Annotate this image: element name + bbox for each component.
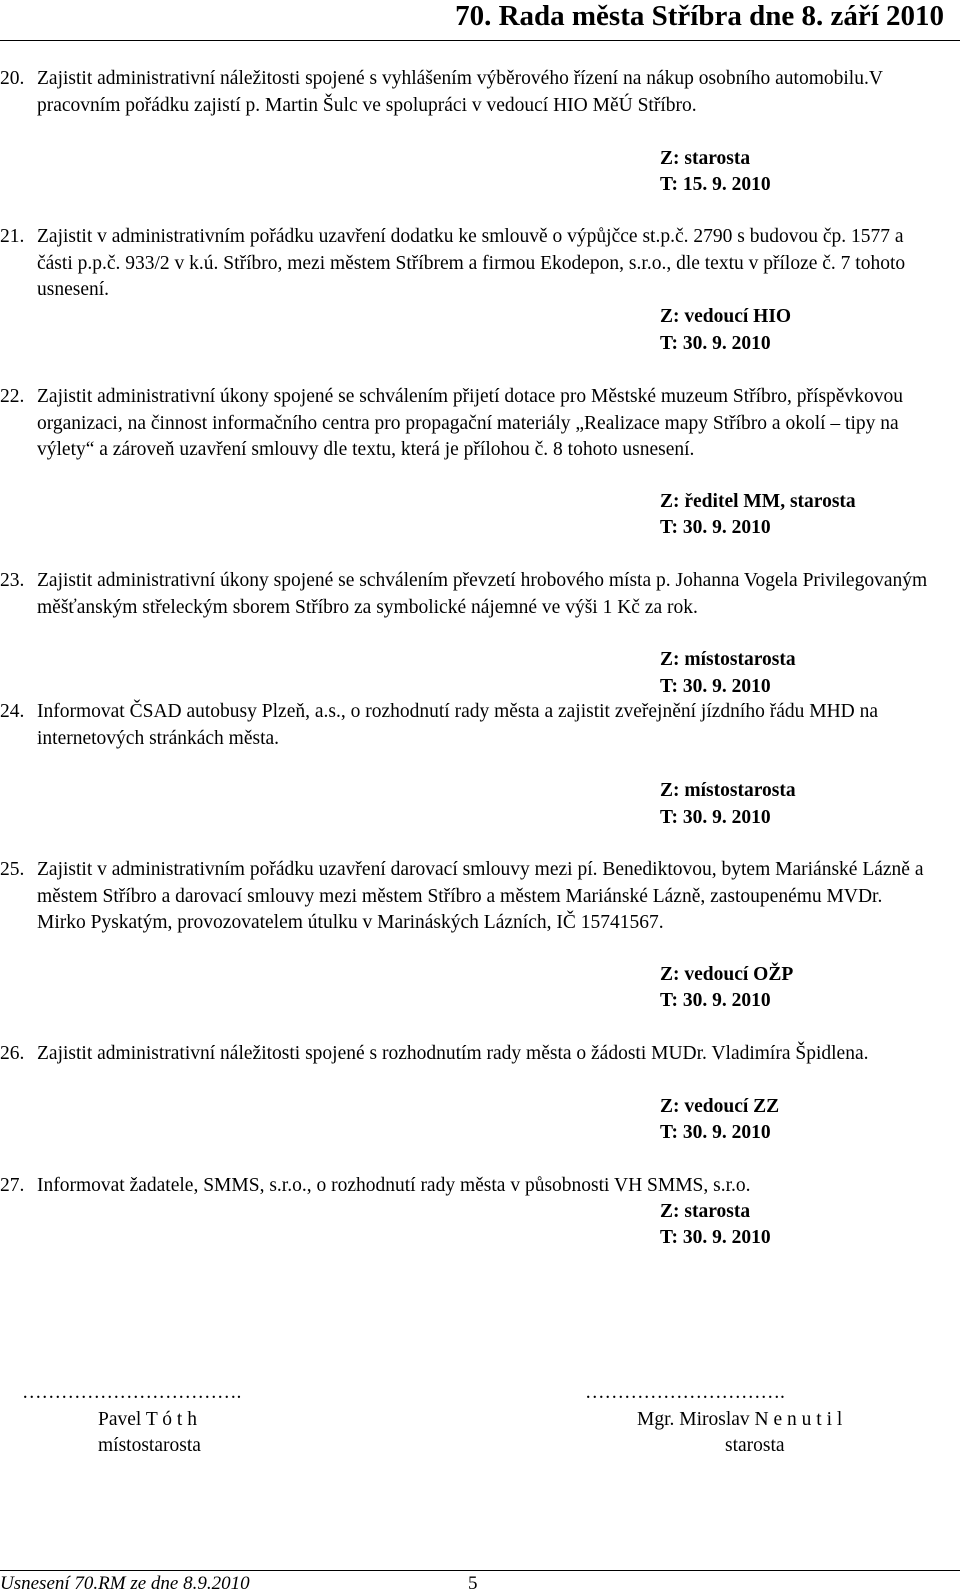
- item-text: Zajistit administrativní úkony spojené se schválením převzetí hrobového místa p. Johanna Vogela Privilegovaným měšťanským střeleckým sborem Stříbro za symbolické nájemné ve výši 1 Kč za rok.: [37, 570, 928, 618]
- footer-text: Usnesení 70.RM ze dne 8.9.2010: [0, 1573, 250, 1594]
- resolution-item-26: [0, 1041, 930, 1068]
- deadline: T: 15. 9. 2010: [660, 174, 771, 195]
- item-text: Informovat žadatele, SMMS, s.r.o., o rozhodnutí rady města v působnosti VH SMMS, s.r.o.: [37, 1175, 751, 1196]
- signature-block-right: [585, 1380, 842, 1460]
- page-header-title: 70. Rada města Stříbra dne 8. září 2010: [455, 0, 944, 32]
- signature-block-left: [22, 1380, 241, 1460]
- resolution-item-20: [0, 66, 930, 119]
- deadline: T: 30. 9. 2010: [660, 333, 771, 354]
- deadline: T: 30. 9. 2010: [660, 990, 771, 1011]
- responsible-person: Z: starosta: [660, 148, 751, 169]
- item-number: 22.: [0, 386, 25, 407]
- responsible-person: Z: vedoucí OŽP: [660, 964, 794, 985]
- signatory-role: místostarosta: [98, 1435, 201, 1456]
- item-number: 20.: [0, 68, 25, 89]
- resolution-item-21: [0, 224, 930, 304]
- deadline: T: 30. 9. 2010: [660, 517, 771, 538]
- item-text: Zajistit v administrativním pořádku uzavření dodatku ke smlouvě o výpůjčce st.p.č. 2790 s budovou čp. 1577 a části p.p.č. 933/2 v k.ú. Stříbro, mezi městem Stříbrem a firmou Ekodepon, s.r.o., dle textu v příloze č. 7 tohoto usnesení.: [37, 226, 906, 300]
- deadline: T: 30. 9. 2010: [660, 676, 771, 697]
- header-divider: [0, 40, 960, 41]
- responsible-person: Z: vedoucí ZZ: [660, 1096, 780, 1117]
- responsible-person: Z: ředitel MM, starosta: [660, 491, 856, 512]
- deadline: T: 30. 9. 2010: [660, 807, 771, 828]
- page-number: 5: [468, 1573, 478, 1594]
- item-number: 25.: [0, 859, 25, 880]
- item-text: Zajistit v administrativním pořádku uzavření darovací smlouvy mezi pí. Benediktovou, bytem Mariánské Lázně a městem Stříbro a darovací smlouvy mezi městem Stříbro a městem Mariánské Lázně, zastoupenému MVDr. Mirko Pyskatým, provozovatelem útulku v Marináských Lázních, IČ 15741567.: [37, 859, 924, 933]
- responsible-person: Z: místostarosta: [660, 780, 796, 801]
- signature-line: …………………………….: [22, 1382, 242, 1403]
- item-number: 23.: [0, 570, 25, 591]
- resolution-item-25: [0, 857, 930, 937]
- signatory-role: starosta: [725, 1435, 785, 1456]
- signatory-name: Mgr. Miroslav N e n u t i l: [637, 1408, 843, 1430]
- footer-divider: [0, 1570, 960, 1571]
- deadline: T: 30. 9. 2010: [660, 1227, 771, 1248]
- responsible-person: Z: starosta: [660, 1201, 751, 1222]
- signature-line: ………………………….: [585, 1382, 785, 1403]
- resolution-item-24: [0, 699, 930, 752]
- deadline: T: 30. 9. 2010: [660, 1122, 771, 1143]
- signatory-name: Pavel T ó t h: [98, 1408, 197, 1430]
- item-text: Zajistit administrativní náležitosti spojené s rozhodnutím rady města o žádosti MUDr. Vladimíra Špidlena.: [37, 1043, 869, 1064]
- resolution-item-22: [0, 384, 930, 464]
- item-text: Zajistit administrativní náležitosti spojené s vyhlášením výběrového řízení na nákup osobního automobilu.V pracovním pořádku zajistí p. Martin Šulc ve spolupráci v vedoucí HIO MěÚ Stříbro.: [37, 68, 883, 116]
- item-text: Zajistit administrativní úkony spojené se schválením přijetí dotace pro Městské muzeum Stříbro, příspěvkovou organizaci, na činnost informačního centra pro propagační materiály „Realizace mapy Stříbro a okolí – tipy na výlety“ a zároveň uzavření smlouvy dle textu, která je přílohou č. 8 tohoto usnesení.: [37, 386, 903, 460]
- item-number: 26.: [0, 1043, 25, 1064]
- item-number: 21.: [0, 226, 25, 247]
- responsible-person: Z: vedoucí HIO: [660, 306, 792, 327]
- resolution-item-23: [0, 568, 930, 621]
- item-number: 24.: [0, 701, 25, 722]
- item-text: Informovat ČSAD autobusy Plzeň, a.s., o rozhodnutí rady města a zajistit zveřejnění jízdního řádu MHD na internetových stránkách města.: [37, 701, 879, 749]
- responsible-person: Z: místostarosta: [660, 649, 796, 670]
- resolution-item-27: [0, 1173, 930, 1200]
- item-number: 27.: [0, 1175, 25, 1196]
